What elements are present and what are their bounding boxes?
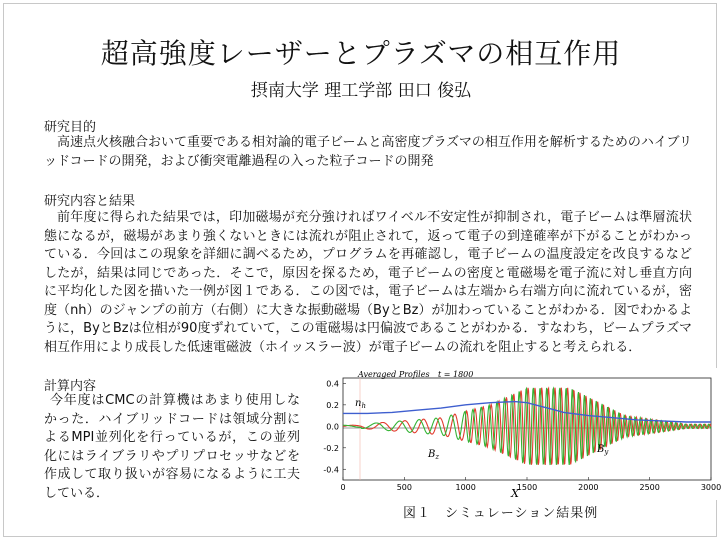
x-tick-label: 0 — [340, 483, 346, 492]
x-axis-label: X — [511, 487, 519, 500]
y-tick-label: 0.0 — [326, 422, 339, 432]
simulation-figure — [300, 368, 722, 500]
heading-results: 研究内容と結果 — [44, 194, 136, 209]
compute-body: 今年度はCMCの計算機はあまり使用しなかった．ハイブリッドコードは領域分割によるMPI並列化を行っているが，この並列化にはライブラリやプリプロセッサなどを作成して取り扱いが容易になるように工夫している． — [44, 393, 300, 501]
x-tick-label: 500 — [396, 483, 412, 492]
y-tick-label: -0.4 — [323, 465, 339, 475]
y-tick-label: 0.4 — [326, 379, 339, 389]
plot-title: Averaged Profiles — [358, 370, 430, 379]
x-tick-label: 3000 — [700, 483, 722, 492]
label-by: $B_y$ — [597, 444, 609, 456]
x-tick-label: 1500 — [516, 483, 538, 492]
y-tick-label: -0.2 — [323, 443, 339, 453]
label-nh: $n_h$ — [355, 398, 366, 410]
purpose-body: 高速点火核融合おいて重要である相対論的電子ビームと高密度プラズマの相互作用を解析するためのハイブリッドコードの開発，および衝突電離過程の入った粒子コードの開発 — [44, 135, 692, 169]
label-bz: $B_z$ — [428, 449, 440, 461]
heading-compute: 計算内容 — [44, 379, 97, 394]
heading-purpose: 研究目的 — [44, 120, 97, 135]
slide-title: 超高強度レーザーとプラズマの相互作用 — [100, 37, 622, 70]
author-line: 摂南大学 理工学部 田口 俊弘 — [250, 81, 472, 101]
x-tick-label: 1000 — [455, 483, 476, 492]
figure-caption: 図１ シミュレーション結果例 — [403, 506, 599, 521]
x-tick-label: 2000 — [578, 483, 599, 492]
x-tick-label: 2500 — [639, 483, 660, 492]
time-label: t = 1800 — [438, 370, 474, 379]
results-body: 前年度に得られた結果では，印加磁場が充分強ければワイベル不安定性が抑制され，電子ビームは準層流状態になるが，磁場があまり強くないときには流れが阻止されて，返って電子の到達確率が下がることがわかっている．今回はこの現象を詳細に調べるため，プログラムを再確認し，電子ビームの温度設定を改良するなどしたが，結果は同じであった．そこで，原因を探るため，電子ビームの密度と電磁場を電子流に対し垂直方向に平均化した図を描いた一例が図１である．この図では，電子ビームは左端から右端方向に流れているが，密度（nh）のジャンプの前方（右側）に大きな振動磁場（ByとBz）が加わっていることがわかる．図でわかるように，ByとBzは位相が90度ずれていて，この電磁場は円偏波であることがわかる．すなわち，ビームプラズマ相互作用により成長した低速電磁波（ホイッスラー波）が電子ビームの流れを阻止すると考えられる． — [44, 210, 692, 355]
y-tick-label: 0.2 — [326, 400, 339, 410]
